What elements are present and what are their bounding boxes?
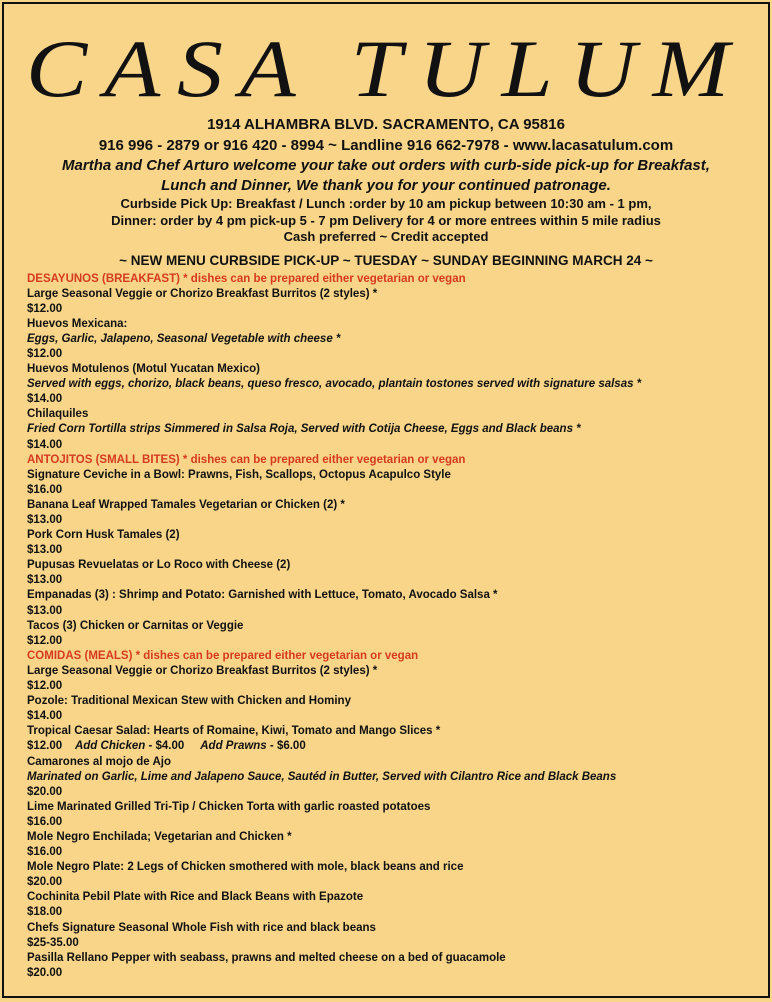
item-name: Chefs Signature Seasonal Whole Fish with rice and black beans (27, 921, 376, 934)
item-price: $18.00 (27, 906, 63, 919)
item-price: $12.00 (27, 347, 63, 360)
pickup-line-1: Curbside Pick Up: Breakfast / Lunch :order by 10 am pickup between 10:30 am - 1 pm, (120, 196, 652, 211)
item-price: $12.00 (27, 680, 63, 693)
section-note: * dishes can be prepared either vegetarian or vegan (179, 453, 466, 466)
section-heading-comidas (27, 649, 768, 664)
item-price: $13.00 (27, 544, 63, 557)
item-name: Pupusas Revuelatas or Lo Roco with Cheese (2) (27, 559, 291, 572)
section-note: * dishes can be prepared either vegetarian or vegan (132, 649, 419, 662)
addon-prawns-price: - $6.00 (266, 740, 306, 753)
item-description: Fried Corn Tortilla strips Simmered in Salsa Roja, Served with Cotija Cheese, Eggs and Black beans * (27, 423, 581, 436)
item-name: Cochinita Pebil Plate with Rice and Black Beans with Epazote (27, 891, 364, 904)
item-name: Chilaquiles (27, 408, 89, 421)
item-name: Pasilla Rellano Pepper with seabass, prawns and melted cheese on a bed of guacamole (27, 951, 506, 964)
item-name: Mole Negro Enchilada; Vegetarian and Chicken * (27, 830, 292, 843)
section-title: ANTOJITOS (SMALL BITES) (27, 453, 180, 466)
item-price: $13.00 (27, 604, 63, 617)
menu-list (4, 272, 768, 981)
item-description: Marinated on Garlic, Lime and Jalapeno Sauce, Sautéd in Butter, Served with Cilantro Rice and Black Beans (27, 770, 617, 783)
item-name: Huevos Motulenos (Motul Yucatan Mexico) (27, 363, 261, 376)
item-price: $16.00 (27, 846, 63, 859)
header-info (4, 115, 768, 270)
item-name: Lime Marinated Grilled Tri-Tip / Chicken Torta with garlic roasted potatoes (27, 800, 431, 813)
restaurant-title: CASA TULUM (26, 23, 746, 114)
item-price: $14.00 (27, 438, 63, 451)
payment-note: Cash preferred ~ Credit accepted (283, 229, 489, 244)
item-name: Tropical Caesar Salad: Hearts of Romaine, Kiwi, Tomato and Mango Slices * (27, 725, 441, 738)
section-title: COMIDAS (MEALS) (27, 649, 133, 662)
item-price: $12.00 (27, 302, 63, 315)
item-name: Pozole: Traditional Mexican Stew with Chicken and Hominy (27, 695, 351, 708)
item-price: $20.00 (27, 966, 63, 979)
item-name: Pork Corn Husk Tamales (2) (27, 529, 180, 542)
item-price: $14.00 (27, 710, 63, 723)
item-name: Mole Negro Plate: 2 Legs of Chicken smothered with mole, black beans and rice (27, 861, 464, 874)
item-name: Large Seasonal Veggie or Chorizo Breakfast Burritos (2 styles) * (27, 664, 378, 677)
pickup-line-2: Dinner: order by 4 pm pick-up 5 - 7 pm Delivery for 4 or more entrees within 5 mile radius (111, 212, 661, 228)
item-name: Empanadas (3) : Shrimp and Potato: Garnished with Lettuce, Tomato, Avocado Salsa * (27, 589, 498, 602)
addon-chicken-price: - $4.00 (145, 740, 185, 753)
new-menu-banner: ~ NEW MENU CURBSIDE PICK-UP ~ TUESDAY ~ SUNDAY BEGINNING MARCH 24 ~ (119, 252, 653, 268)
section-title: DESAYUNOS (BREAKFAST) (27, 272, 180, 285)
item-price: $12.00 (27, 634, 63, 647)
item-price: $25-35.00 (27, 936, 79, 949)
item-name: Banana Leaf Wrapped Tamales Vegetarian or Chicken (2) * (27, 498, 345, 511)
addon-chicken-label: Add Chicken (74, 740, 146, 753)
item-price: $20.00 (27, 876, 63, 889)
item-description: Eggs, Garlic, Jalapeno, Seasonal Vegetable with cheese * (27, 332, 341, 345)
item-name: Large Seasonal Veggie or Chorizo Breakfast Burritos (2 styles) * (27, 287, 378, 300)
item-name: Huevos Mexicana: (27, 317, 128, 330)
item-price: $20.00 (27, 785, 63, 798)
welcome-line-2: Lunch and Dinner, We thank you for your continued patronage. (161, 177, 611, 194)
welcome-line-1: Martha and Chef Arturo welcome your take out orders with curb-side pick-up for Breakfast, (62, 157, 710, 174)
address: 1914 ALHAMBRA BLVD. SACRAMENTO, CA 95816 (207, 116, 565, 133)
item-price: $12.00 (27, 740, 63, 753)
item-price: $16.00 (27, 815, 63, 828)
item-description: Served with eggs, chorizo, black beans, queso fresco, avocado, plantain tostones served with signature salsas * (27, 378, 642, 391)
item-price: $16.00 (27, 483, 63, 496)
section-heading-desayunos (27, 272, 768, 287)
menu-page (2, 2, 770, 998)
item-price: $13.00 (27, 514, 63, 526)
item-price: $14.00 (27, 393, 63, 406)
item-price: $13.00 (27, 574, 63, 587)
item-name: Camarones al mojo de Ajo (27, 755, 171, 768)
item-price-row (27, 739, 768, 754)
section-heading-antojitos (27, 453, 768, 468)
item-name: Signature Ceviche in a Bowl: Prawns, Fish, Scallops, Octopus Acapulco Style (27, 468, 451, 481)
section-note: * dishes can be prepared either vegetarian or vegan (179, 272, 466, 285)
addon-prawns-label: Add Prawns (200, 740, 267, 753)
phone-numbers: 916 996 - 2879 or 916 420 - 8994 ~ Landline 916 662-7978 - www.lacasatulum.com (98, 137, 674, 154)
item-name: Tacos (3) Chicken or Carnitas or Veggie (27, 619, 244, 632)
